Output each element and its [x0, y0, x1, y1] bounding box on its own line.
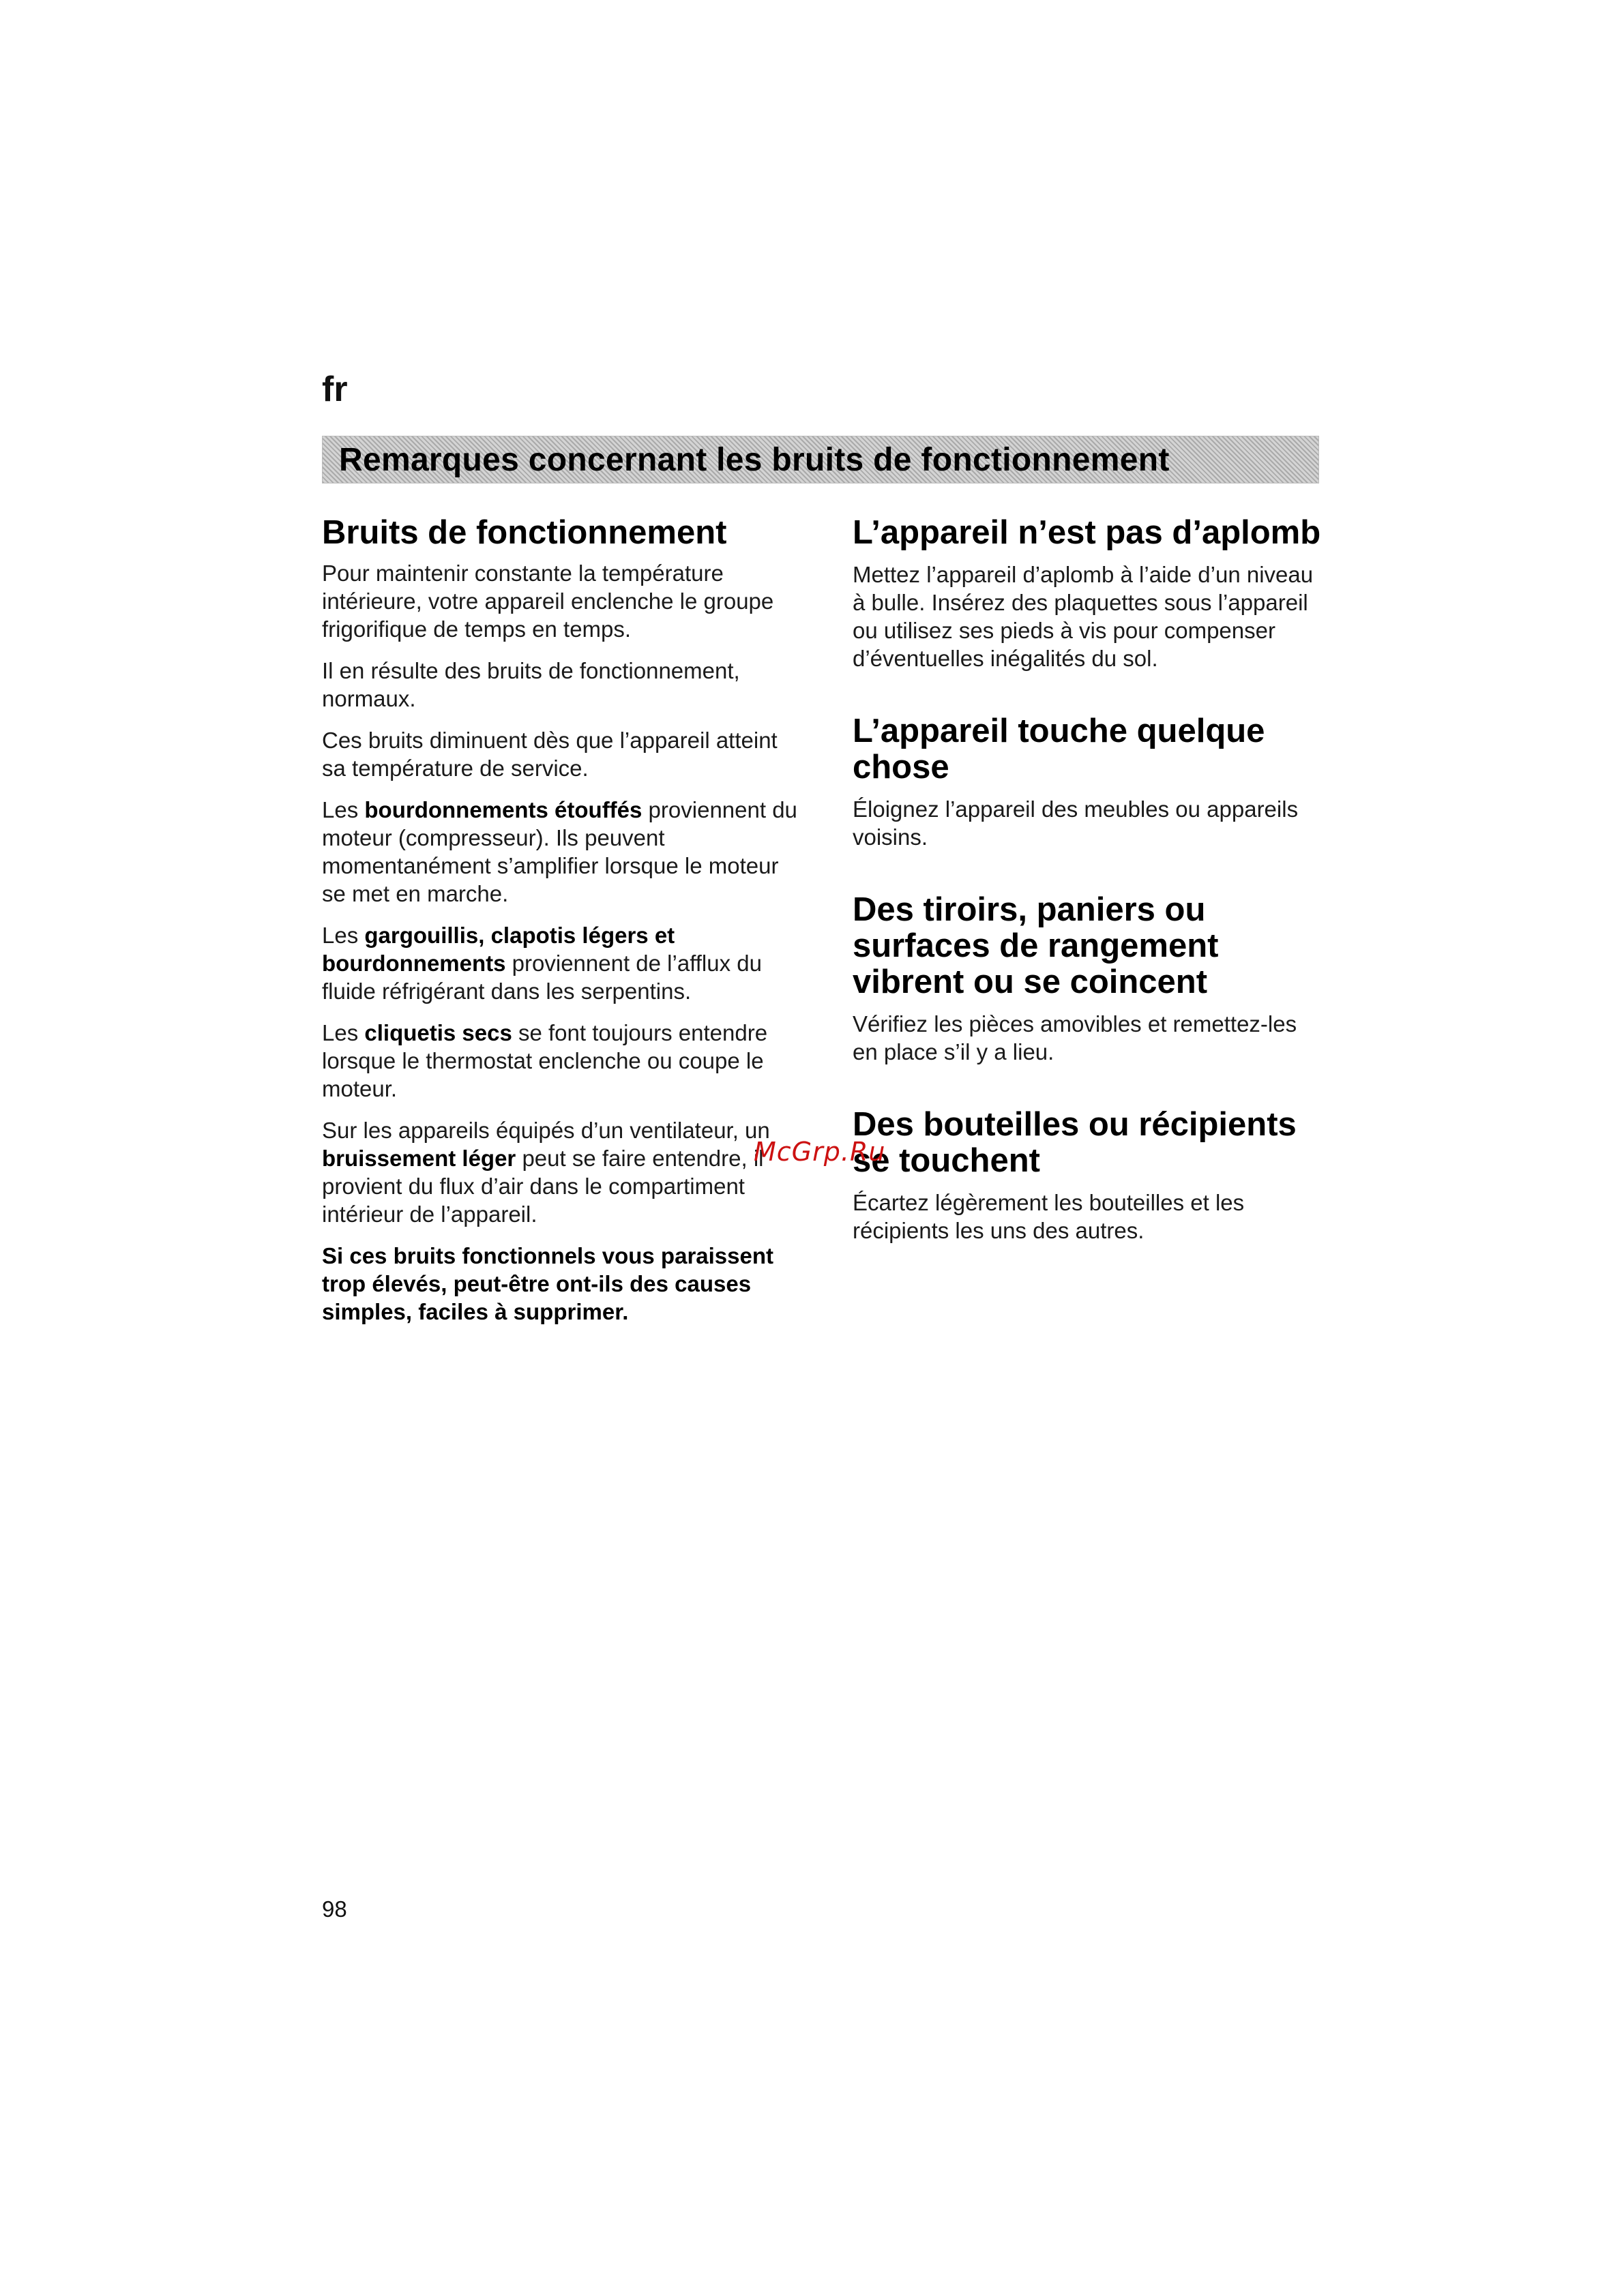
- paragraph-4: Les bourdonnements étouffés proviennent du moteur (compresseur). Ils peuvent momentanément s’amplifier lorsque le moteur se met en marche.: [322, 797, 797, 906]
- section-banner: [322, 436, 1319, 483]
- watermark: McGrp.Ru: [754, 1137, 886, 1167]
- section-title: Remarques concernant les bruits de fonctionnement: [339, 442, 1170, 478]
- heading-operating-noises: Bruits de fonctionnement: [322, 514, 727, 551]
- paragraph-6: Les cliquetis secs se font toujours entendre lorsque le thermostat enclenche ou coupe le moteur.: [322, 1020, 768, 1101]
- heading-drawers: Des tiroirs, paniers ou surfaces de rangement vibrent ou se coincent: [853, 891, 1219, 1000]
- paragraph-1: Pour maintenir constante la température intérieure, votre appareil enclenche le groupe frigorifique de temps en temps.: [322, 561, 774, 642]
- section-drawers: [853, 892, 1323, 1066]
- right-column: [853, 515, 1323, 1258]
- bold-term: bourdonnements étouffés: [364, 797, 643, 822]
- left-column: [322, 515, 799, 1339]
- heading-touching: L’appareil touche quelque chose: [853, 713, 1265, 786]
- text-touching: Éloignez l’appareil des meubles ou appareils voisins.: [853, 796, 1299, 850]
- section-bottles: [853, 1107, 1323, 1244]
- bold-term: bruissement léger: [322, 1146, 516, 1171]
- bold-term: gargouillis, clapotis légers et bourdonnements: [322, 923, 675, 976]
- paragraph-8-bold: Si ces bruits fonctionnels vous paraissent trop élevés, peut-être ont-ils des causes simples, faciles à supprimer.: [322, 1243, 774, 1324]
- paragraph-5: Les gargouillis, clapotis légers et bourdonnements proviennent de l’afflux du fluide réfrigérant dans les serpentins.: [322, 923, 762, 1004]
- text-not-level: Mettez l’appareil d’aplomb à l’aide d’un niveau à bulle. Insérez des plaquettes sous l’appareil ou utilisez ses pieds à vis pour compenser d’éventuelles inégalités du sol.: [853, 562, 1314, 671]
- page-number: 98: [322, 1896, 347, 1922]
- text-bottles: Écartez légèrement les bouteilles et les récipients les uns des autres.: [853, 1190, 1245, 1243]
- section-touching: [853, 713, 1323, 851]
- section-not-level: [853, 515, 1323, 672]
- paragraph-7: Sur les appareils équipés d’un ventilateur, un bruissement léger peut se faire entendre, il provient du flux d’air dans le compartiment intérieur de l’appareil.: [322, 1118, 770, 1227]
- heading-not-level: L’appareil n’est pas d’aplomb: [853, 514, 1321, 551]
- language-code: fr: [322, 370, 348, 409]
- paragraph-2: Il en résulte des bruits de fonctionnement, normaux.: [322, 658, 740, 711]
- paragraph-3: Ces bruits diminuent dès que l’appareil atteint sa température de service.: [322, 728, 778, 781]
- text-drawers: Vérifiez les pièces amovibles et remettez-les en place s’il y a lieu.: [853, 1011, 1297, 1064]
- heading-bottles: Des bouteilles ou récipients se touchent: [853, 1106, 1297, 1179]
- bold-term: cliquetis secs: [364, 1020, 512, 1045]
